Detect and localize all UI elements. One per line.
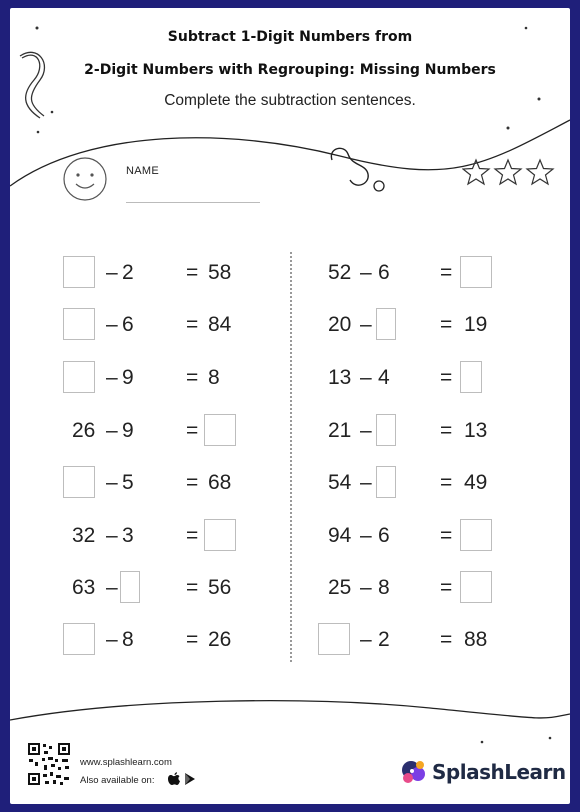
star-icon — [495, 160, 521, 184]
operand-a: 21 — [328, 419, 352, 442]
operand-a: 13 — [328, 366, 352, 389]
problem-row — [310, 256, 540, 290]
answer-box[interactable] — [63, 256, 95, 288]
operand-b: 4 — [378, 366, 390, 389]
answer-box[interactable] — [460, 571, 492, 603]
equals-sign: = — [186, 524, 199, 547]
title-line-2: 2-Digit Numbers with Regrouping: Missing Numbers — [84, 62, 496, 78]
column-divider — [290, 252, 292, 662]
answer-box[interactable] — [63, 466, 95, 498]
operand-b: 8 — [378, 576, 390, 599]
operand-b: 6 — [378, 261, 390, 284]
equals-sign: = — [440, 576, 453, 599]
equals-sign: = — [186, 313, 199, 336]
splashlearn-logo-icon — [398, 756, 430, 788]
star-icon — [463, 160, 489, 184]
minus-sign: – — [106, 419, 118, 442]
minus-sign: – — [360, 419, 372, 442]
problem-row — [50, 519, 280, 553]
equals-sign: = — [186, 471, 199, 494]
answer-box[interactable] — [63, 308, 95, 340]
equals-sign: = — [186, 366, 199, 389]
worksheet — [10, 8, 570, 804]
minus-sign: – — [360, 524, 372, 547]
operand-b: 6 — [122, 313, 134, 336]
minus-sign: – — [106, 261, 118, 284]
minus-sign: – — [360, 366, 372, 389]
operand-b: 3 — [122, 524, 134, 547]
equals-sign: = — [440, 419, 453, 442]
minus-sign: – — [360, 261, 372, 284]
equals-sign: = — [440, 366, 453, 389]
equals-sign: = — [186, 419, 199, 442]
equals-sign: = — [440, 261, 453, 284]
result-value: 13 — [464, 419, 488, 442]
operand-a: 63 — [72, 576, 96, 599]
problem-row — [310, 361, 540, 395]
problem-row — [50, 361, 280, 395]
result-value: 26 — [208, 628, 232, 651]
result-value: 58 — [208, 261, 232, 284]
available-on-label: Also available on: — [80, 775, 155, 786]
problem-row — [50, 414, 280, 448]
answer-box[interactable] — [204, 414, 236, 446]
minus-sign: – — [360, 471, 372, 494]
star-icon — [527, 160, 553, 184]
answer-box[interactable] — [460, 361, 482, 393]
operand-b: 9 — [122, 366, 134, 389]
equals-sign: = — [186, 628, 199, 651]
problem-row — [310, 414, 540, 448]
result-value: 49 — [464, 471, 488, 494]
operand-a: 52 — [328, 261, 352, 284]
minus-sign: – — [106, 524, 118, 547]
answer-box[interactable] — [376, 308, 396, 340]
equals-sign: = — [186, 576, 199, 599]
answer-box[interactable] — [63, 361, 95, 393]
result-value: 56 — [208, 576, 232, 599]
apple-icon — [168, 772, 180, 785]
equals-sign: = — [186, 261, 199, 284]
problem-row — [50, 623, 280, 657]
problem-row — [310, 308, 540, 342]
operand-a: 32 — [72, 524, 96, 547]
minus-sign: – — [106, 366, 118, 389]
problem-row — [50, 308, 280, 342]
problem-row — [310, 519, 540, 553]
brand-name: SplashLearn — [432, 760, 566, 784]
name-field[interactable] — [126, 202, 260, 203]
minus-sign: – — [360, 628, 372, 651]
operand-a: 54 — [328, 471, 352, 494]
problem-row — [50, 256, 280, 290]
minus-sign: – — [106, 313, 118, 336]
operand-a: 20 — [328, 313, 352, 336]
minus-sign: – — [106, 576, 118, 599]
operand-b: 8 — [122, 628, 134, 651]
equals-sign: = — [440, 524, 453, 547]
operand-b: 2 — [122, 261, 134, 284]
website-url[interactable]: www.splashlearn.com — [80, 757, 172, 768]
problem-row — [50, 571, 280, 605]
result-value: 68 — [208, 471, 232, 494]
rating-stars — [462, 158, 558, 188]
smiley-face-icon — [62, 156, 108, 202]
minus-sign: – — [106, 471, 118, 494]
answer-box[interactable] — [376, 414, 396, 446]
answer-box[interactable] — [63, 623, 95, 655]
problem-row — [310, 466, 540, 500]
problem-row — [310, 571, 540, 605]
operand-b: 2 — [378, 628, 390, 651]
swirl-decoration — [331, 148, 368, 185]
result-value: 19 — [464, 313, 488, 336]
title-line-1: Subtract 1-Digit Numbers from — [167, 29, 413, 45]
answer-box[interactable] — [120, 571, 140, 603]
store-icons — [167, 772, 197, 786]
problem-row — [310, 623, 540, 657]
result-value: 88 — [464, 628, 488, 651]
answer-box[interactable] — [460, 519, 492, 551]
minus-sign: – — [360, 313, 372, 336]
equals-sign: = — [440, 628, 453, 651]
answer-box[interactable] — [376, 466, 396, 498]
operand-a: 25 — [328, 576, 352, 599]
operand-a: 26 — [72, 419, 96, 442]
name-label: NAME — [126, 165, 159, 177]
answer-box[interactable] — [204, 519, 236, 551]
instruction-text: Complete the subtraction sentences. — [164, 92, 416, 109]
play-store-icon — [185, 773, 195, 785]
equals-sign: = — [440, 313, 453, 336]
problem-row — [50, 466, 280, 500]
operand-b: 6 — [378, 524, 390, 547]
result-value: 8 — [208, 366, 220, 389]
answer-box[interactable] — [460, 256, 492, 288]
answer-box[interactable] — [318, 623, 350, 655]
operand-b: 5 — [122, 471, 134, 494]
operand-b: 9 — [122, 419, 134, 442]
minus-sign: – — [360, 576, 372, 599]
footer-wave — [10, 701, 570, 720]
minus-sign: – — [106, 628, 118, 651]
equals-sign: = — [440, 471, 453, 494]
operand-a: 94 — [328, 524, 352, 547]
result-value: 84 — [208, 313, 232, 336]
qr-code-icon — [27, 742, 71, 786]
